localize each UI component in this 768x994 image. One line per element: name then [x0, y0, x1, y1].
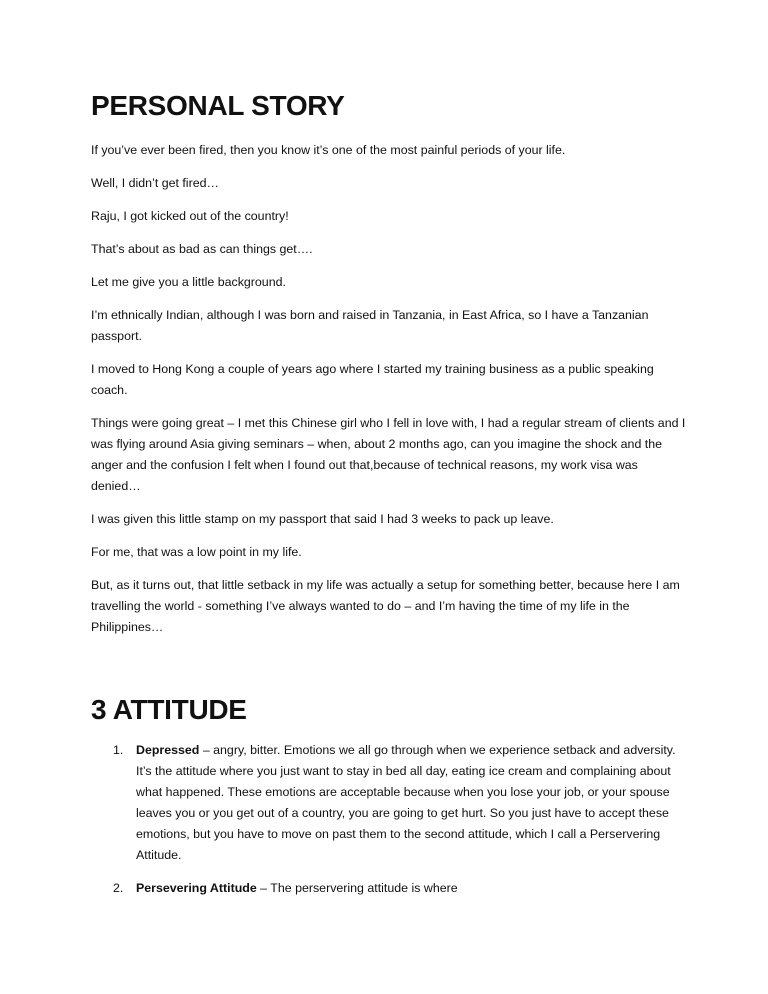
list-item-number: 2. — [113, 881, 124, 895]
paragraph: But, as it turns out, that little setback in my life was actually a setup for something better, because here I am travelling the world - something I’ve always wanted to do – and I’m having the time of my life in the Philippines… — [91, 578, 680, 634]
paragraph: I moved to Hong Kong a couple of years ago where I started my training business as a public speaking coach. — [91, 362, 654, 397]
list-item-term: Persevering Attitude — [136, 881, 257, 895]
paragraph: I was given this little stamp on my passport that said I had 3 weeks to pack up leave. — [91, 512, 554, 526]
paragraph: If you’ve ever been fired, then you know it’s one of the most painful periods of your life. — [91, 143, 566, 157]
heading-personal-story: PERSONAL STORY — [91, 90, 345, 121]
list-item-text: – The perservering attitude is where — [256, 881, 458, 895]
paragraph: Raju, I got kicked out of the country! — [91, 209, 289, 223]
attitude-list — [91, 740, 688, 899]
personal-story-body — [91, 140, 688, 638]
list-item — [91, 878, 688, 899]
paragraph: That’s about as bad as can things get…. — [91, 242, 313, 256]
list-item-text: – angry, bitter. Emotions we all go through when we experience setback and adversity. It’s the attitude where you just want to stay in bed all day, eating ice cream and complaining about what happened. These emotions are acceptable because when you lose your job, or your spouse leaves you or you get out of a country, you are going to get hurt. So you just have to accept these emotions, but you have to move on past them to the second attitude, which I call a Perservering Attitude. — [136, 743, 676, 862]
list-item-number: 1. — [113, 743, 124, 757]
paragraph: Let me give you a little background. — [91, 275, 286, 289]
list-item — [91, 740, 688, 866]
paragraph: I’m ethnically Indian, although I was born and raised in Tanzania, in East Africa, so I have a Tanzanian passport. — [91, 308, 649, 343]
list-item-term: Depressed — [136, 743, 200, 757]
paragraph: Well, I didn’t get fired… — [91, 176, 219, 190]
heading-3-attitude: 3 ATTITUDE — [91, 694, 247, 725]
paragraph: Things were going great – I met this Chinese girl who I fell in love with, I had a regular stream of clients and I was flying around Asia giving seminars – when, about 2 months ago, can you imagine the shock and the anger and the confusion I felt when I found out that,because of technical reasons, my work visa was denied… — [91, 416, 686, 493]
paragraph: For me, that was a low point in my life. — [91, 545, 302, 559]
